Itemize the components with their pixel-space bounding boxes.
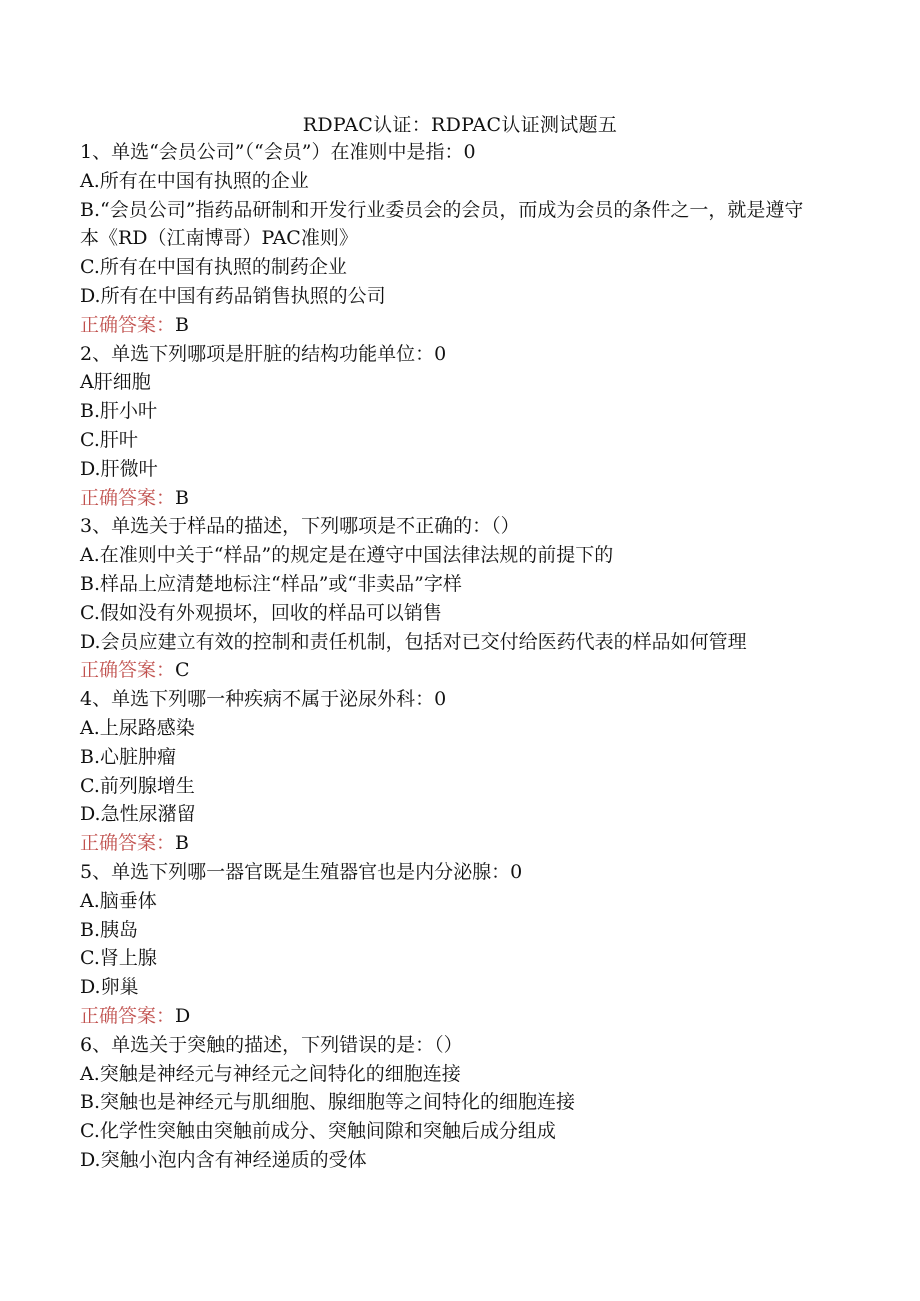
answer-label: 正确答案： bbox=[80, 832, 176, 855]
option-d: D.所有在中国有药品销售执照的公司 bbox=[80, 284, 386, 307]
option-a: A.上尿路感染 bbox=[80, 716, 195, 739]
question-stem: 3、单选关于样品的描述，下列哪项是不正确的：（） bbox=[80, 515, 520, 538]
option-c: C.假如没有外观损坏，回收的样品可以销售 bbox=[80, 601, 442, 624]
question-6 bbox=[80, 1031, 820, 1175]
correct-answer bbox=[80, 311, 820, 340]
option-b: B.胰岛 bbox=[80, 918, 139, 941]
answer-value: B bbox=[175, 486, 189, 509]
answer-value: B bbox=[175, 313, 189, 336]
option-b: B.样品上应清楚地标注“样品”或“非卖品”字样 bbox=[80, 572, 462, 595]
question-stem: 2、单选下列哪项是肝脏的结构功能单位：0 bbox=[80, 342, 447, 365]
question-list bbox=[80, 138, 820, 1175]
option-b: B.心脏肿瘤 bbox=[80, 745, 177, 768]
question-5 bbox=[80, 858, 820, 1031]
question-1 bbox=[80, 138, 820, 340]
option-c: C.肝叶 bbox=[80, 428, 138, 451]
option-b: B.突触也是神经元与肌细胞、腺细胞等之间特化的细胞连接 bbox=[80, 1091, 576, 1114]
option-b: B.“会员公司”指药品研制和开发行业委员会的会员，而成为会员的条件之一，就是遵守本《RD（江南博哥）PAC准则》 bbox=[80, 198, 804, 250]
answer-label: 正确答案： bbox=[80, 1004, 176, 1027]
question-3 bbox=[80, 512, 820, 685]
answer-label: 正确答案： bbox=[80, 486, 176, 509]
question-stem: 6、单选关于突触的描述，下列错误的是：（） bbox=[80, 1033, 463, 1056]
option-d: D.急性尿潴留 bbox=[80, 803, 196, 826]
option-d: D.卵巢 bbox=[80, 976, 139, 999]
option-d: D.会员应建立有效的控制和责任机制，包括对已交付给医药代表的样品如何管理 bbox=[80, 630, 747, 653]
option-a: A.突触是神经元与神经元之间特化的细胞连接 bbox=[80, 1062, 461, 1085]
option-a: A.脑垂体 bbox=[80, 889, 157, 912]
question-stem: 5、单选下列哪一器官既是生殖器官也是内分泌腺：0 bbox=[80, 860, 523, 883]
correct-answer bbox=[80, 484, 820, 513]
option-a: A.在准则中关于“样品”的规定是在遵守中国法律法规的前提下的 bbox=[80, 544, 614, 567]
correct-answer bbox=[80, 1002, 820, 1031]
document-title: RDPAC认证：RDPAC认证测试题五 bbox=[302, 114, 618, 136]
correct-answer bbox=[80, 829, 820, 858]
question-stem: 4、单选下列哪一种疾病不属于泌尿外科：0 bbox=[80, 688, 447, 711]
question-4 bbox=[80, 685, 820, 858]
option-c: C.肾上腺 bbox=[80, 947, 157, 970]
correct-answer bbox=[80, 656, 820, 685]
answer-value: C bbox=[175, 659, 190, 682]
answer-label: 正确答案： bbox=[80, 659, 176, 682]
option-c: C.所有在中国有执照的制药企业 bbox=[80, 256, 347, 279]
option-c: C.化学性突触由突触前成分、突触间隙和突触后成分组成 bbox=[80, 1120, 556, 1143]
option-d: D.肝微叶 bbox=[80, 457, 158, 480]
question-stem: 1、单选“会员公司”（“会员”）在准则中是指：0 bbox=[80, 141, 476, 163]
question-2 bbox=[80, 340, 820, 513]
option-d: D.突触小泡内含有神经递质的受体 bbox=[80, 1148, 367, 1171]
answer-label: 正确答案： bbox=[80, 313, 176, 336]
option-b: B.肝小叶 bbox=[80, 400, 158, 423]
option-c: C.前列腺增生 bbox=[80, 774, 195, 797]
answer-value: B bbox=[175, 832, 189, 855]
option-a: A.所有在中国有执照的企业 bbox=[80, 169, 309, 192]
answer-value: D bbox=[175, 1004, 191, 1027]
option-a: A肝细胞 bbox=[80, 371, 151, 394]
